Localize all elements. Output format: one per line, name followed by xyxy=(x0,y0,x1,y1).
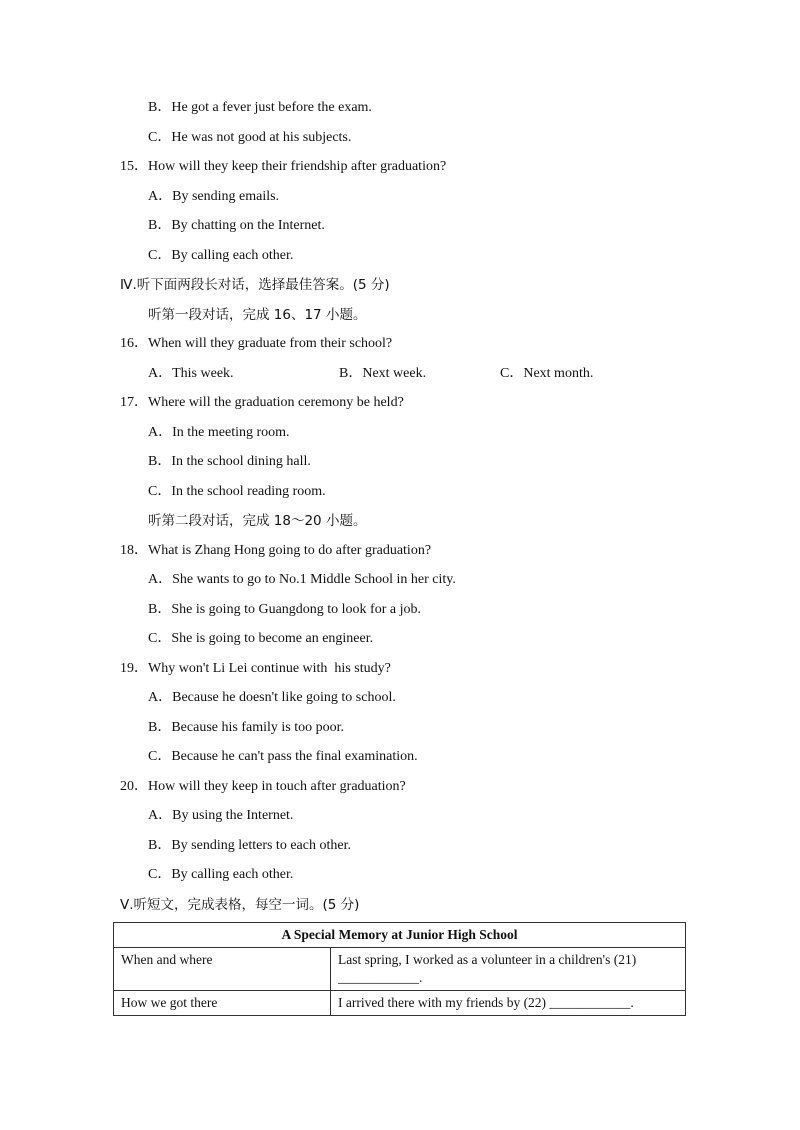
answer-blank-21: ____________. xyxy=(338,970,423,985)
row-content xyxy=(331,948,686,991)
section-5-heading: Ⅴ.听短文，完成表格，每空一词。(5 分) xyxy=(120,897,360,913)
q14-option-b: B．He got a fever just before the exam. xyxy=(148,100,372,115)
question-18: 18．What is Zhang Hong going to do after graduation? xyxy=(120,543,432,558)
row-content-line: Last spring, I worked as a volunteer in a children's (21) xyxy=(338,952,637,967)
question-19: 19．Why won't Li Lei continue with his study? xyxy=(120,661,391,676)
q18-option-a: A．She wants to go to No.1 Middle School in her city. xyxy=(148,572,456,587)
row-label: How we got there xyxy=(114,991,331,1016)
table-row xyxy=(114,948,686,991)
q20-option-b: B．By sending letters to each other. xyxy=(148,838,351,853)
q15-option-a: A．By sending emails. xyxy=(148,189,280,204)
q16-option-c: C．Next month. xyxy=(500,366,594,381)
memory-table xyxy=(113,922,686,1016)
q18-option-b: B．She is going to Guangdong to look for a job. xyxy=(148,602,421,617)
q19-option-c: C．Because he can't pass the final examination. xyxy=(148,749,418,764)
table-title: A Special Memory at Junior High School xyxy=(114,923,686,948)
q20-option-c: C．By calling each other. xyxy=(148,867,294,882)
q20-option-a: A．By using the Internet. xyxy=(148,808,294,823)
table-row xyxy=(114,991,686,1016)
q14-option-c: C．He was not good at his subjects. xyxy=(148,130,352,145)
question-15: 15．How will they keep their friendship after graduation? xyxy=(120,159,447,174)
q17-option-a: A．In the meeting room. xyxy=(148,425,290,440)
dialogue-1-instruction: 听第一段对话，完成 16、17 小题。 xyxy=(148,307,367,323)
row-label: When and where xyxy=(114,948,331,991)
q15-option-b: B．By chatting on the Internet. xyxy=(148,218,325,233)
section-4-heading: Ⅳ.听下面两段长对话，选择最佳答案。(5 分) xyxy=(120,277,390,293)
question-20: 20．How will they keep in touch after graduation? xyxy=(120,779,406,794)
dialogue-2-instruction: 听第二段对话，完成 18～20 小题。 xyxy=(148,513,367,529)
q15-option-c: C．By calling each other. xyxy=(148,248,294,263)
q19-option-a: A．Because he doesn't like going to school. xyxy=(148,690,396,705)
q16-option-a: A．This week. xyxy=(148,366,234,381)
q16-option-b: B．Next week. xyxy=(339,366,427,381)
question-17: 17．Where will the graduation ceremony be held? xyxy=(120,395,404,410)
q18-option-c: C．She is going to become an engineer. xyxy=(148,631,374,646)
row-content xyxy=(331,991,686,1016)
question-16: 16．When will they graduate from their school? xyxy=(120,336,393,351)
row-content-line: I arrived there with my friends by (22) ____________. xyxy=(338,995,634,1010)
q19-option-b: B．Because his family is too poor. xyxy=(148,720,344,735)
q17-option-c: C．In the school reading room. xyxy=(148,484,326,499)
q17-option-b: B．In the school dining hall. xyxy=(148,454,311,469)
